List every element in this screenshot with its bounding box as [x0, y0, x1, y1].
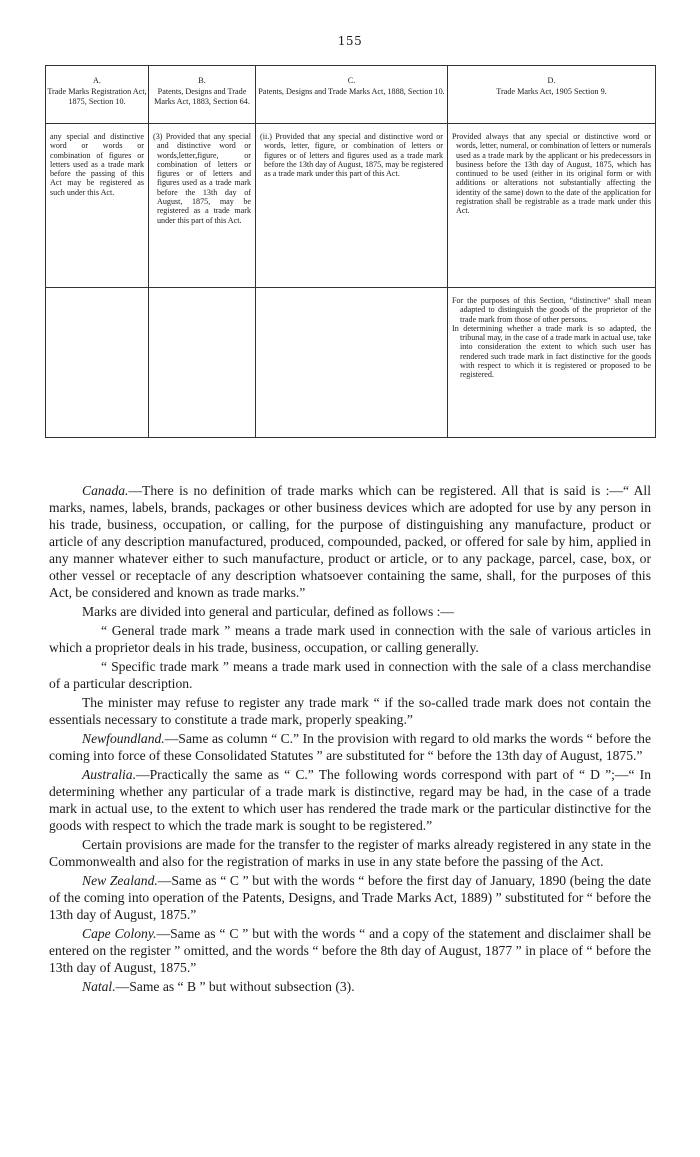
general-trade-mark-definition: “ General trade mark ” means a trade mark used in connection with the sale of various articles in which a proprietor deals in his trade, business, occupation, or calling generally. [49, 623, 651, 655]
header-text: Trade Marks Registration Act, 1875, Section 10. [47, 87, 147, 106]
new-zealand-paragraph [49, 872, 651, 923]
cell-c-empty [256, 288, 448, 438]
place-label: Natal. [82, 979, 116, 994]
place-label: Newfoundland. [82, 731, 165, 746]
header-text: Patents, Designs and Trade Marks Act, 1883, Section 64. [154, 87, 250, 106]
paragraph-text: —There is no definition of trade marks which can be registered. All that is said is :—“ All marks, names, labels, brands, packages or other business devices which are adopted for use by any person in his trade, business, occupation, or calling, for the purpose of distinguishing any manufacture, product or article of any description manufactured, produced, compounded, packed, or offered for sale by him, applied in any manner whatever either to such manufacture, product or article, or to any package, parcel, case, box, or other vessel or receptacle of any description whatsoever containing the same, shall, for the purposes of this Act, be considered and known as trade marks.” [49, 483, 651, 600]
header-col-d [448, 66, 656, 124]
cell-b-empty [149, 288, 256, 438]
place-label: Canada. [82, 483, 129, 498]
body-text [49, 482, 651, 997]
paragraph-text: —Same as “ C ” but with the words “ and a copy of the statement and disclaimer shall be entered on the register ” omitted, and the words “ before the 8th day of August, 1877 ” in place of “ before the 13th day of August, 1875.” [49, 926, 651, 975]
paragraph-text: —Same as column “ C.” In the provision with regard to old marks the words “ before the coming into force of these Consolidated Statutes ” are substituted for “ before the 13th day of August, 1875.” [49, 731, 651, 763]
page-number: 155 [337, 34, 363, 48]
comparison-table [45, 65, 656, 438]
cape-colony-paragraph [49, 925, 651, 976]
header-col-a [46, 66, 149, 124]
table-row [46, 288, 656, 438]
place-label: New Zealand. [82, 873, 158, 888]
paragraph-text: —Same as “ B ” but without subsection (3). [115, 979, 355, 994]
certain-provisions-paragraph: Certain provisions are made for the transfer to the register of marks already registered in any state in the Commonwealth and also for the registration of marks in use in any state before the passing of the Act. [49, 837, 651, 869]
specific-trade-mark-definition: “ Specific trade mark ” means a trade mark used in connection with the sale of a class merchandise of a particular description. [49, 659, 651, 691]
cell-b-proviso: (3) Provided that any special and distinctive word or words,letter,figure, or combination of letters or figures or of letters and figures used as a trade mark before the 13th day of August, 1875, may be registered as a trade mark under this part of this Act. [149, 124, 256, 288]
distinctive-definition: For the purposes of this Section, “distinctive” shall mean adapted to distinguish the goods of the proprietor of the trade mark from those of other persons. [452, 296, 651, 324]
australia-paragraph [49, 766, 651, 834]
header-letter: A. [93, 76, 101, 85]
canada-paragraph [49, 482, 651, 601]
header-text: Trade Marks Act, 1905 Section 9. [496, 87, 607, 97]
paragraph-text: —Same as “ C ” but with the words “ before the first day of January, 1890 (being the date of the coming into operation of the Patents, Designs, and Trade Marks Act, 1889) ” substituted for “ before the 13th day of August, 1875.” [49, 873, 651, 922]
marks-divided-paragraph: Marks are divided into general and particular, defined as follows :— [82, 604, 455, 619]
natal-paragraph [49, 978, 651, 995]
cell-a-proviso: any special and distinctive word or words or combination of figures or letters used as a trade mark before the passing of this Act may be registered as such under this Act. [46, 124, 149, 288]
table-header-row [46, 66, 656, 124]
header-col-c [256, 66, 448, 124]
header-col-b [149, 66, 256, 124]
paragraph-text: —Practically the same as “ C.” The following words correspond with part of “ D ”;—“ In determining whether any particular of a trade mark is distinctive, regard may be had, in the case of a trade mark in actual use, to the extent to which user has rendered the trade mark or the particular distinctive for the goods with respect to which the trade mark is sought to be registered.” [49, 767, 651, 833]
header-letter: C. [347, 76, 356, 85]
header-letter: B. [198, 76, 206, 85]
newfoundland-paragraph [49, 730, 651, 764]
minister-paragraph: The minister may refuse to register any trade mark “ if the so-called trade mark does not contain the essentials necessary to constitute a trade mark, properly speaking.” [49, 695, 651, 727]
header-text: Patents, Designs and Trade Marks Act, 1888, Section 10. [258, 87, 445, 97]
place-label: Cape Colony. [82, 926, 157, 941]
cell-d-proviso: Provided always that any special or distinctive word or words, letter, numeral, or combination of letters or numerals used as a trade mark by the applicant or his predecessors in business before the 13th day of August, 1875, which has continued to be used (either in its original form or with additions or alterations not substantially affecting the identity of the same) down to the date of the application for registration shall be registrable as a trade mark under this Act. [448, 124, 656, 288]
table-row [46, 124, 656, 288]
cell-c-proviso: (ii.) Provided that any special and distinctive word or words, letter, figure, or combination of letters or figures or of letters and figures used as a trade mark before the 13th day of August, 1875, may be registered as a trade mark under this part of this Act. [256, 124, 448, 288]
cell-a-empty [46, 288, 149, 438]
header-letter: D. [547, 76, 556, 85]
place-label: Australia. [82, 767, 137, 782]
determining-paragraph: In determining whether a trade mark is so adapted, the tribunal may, in the case of a trade mark in actual use, take into consideration the extent to which such user has rendered such trade mark in fact distinctive for the goods with respect to which it is registered or proposed to be registered. [452, 323, 651, 380]
cell-d-definition [448, 288, 656, 438]
